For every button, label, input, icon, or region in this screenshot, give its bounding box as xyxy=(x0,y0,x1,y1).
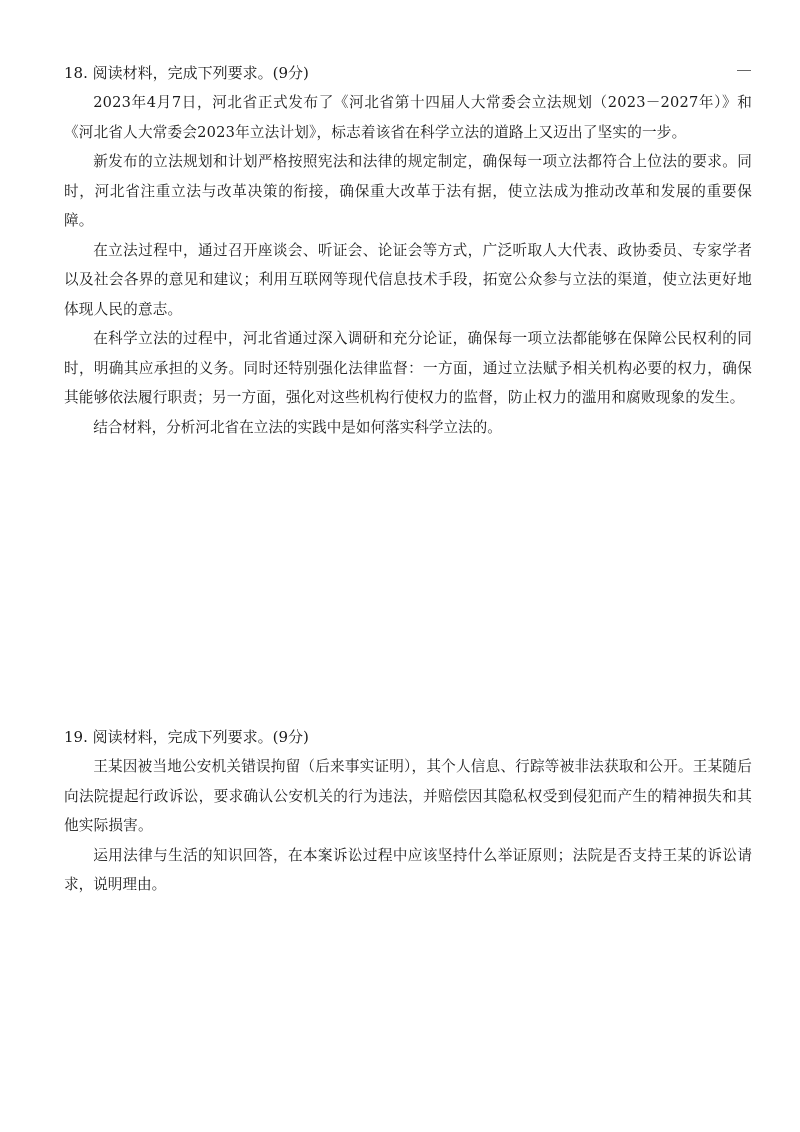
question-number: 19. xyxy=(64,728,88,746)
question-prompt: 结合材料，分析河北省在立法的实践中是如何落实科学立法的。 xyxy=(93,418,502,436)
question-number: 18. xyxy=(64,64,88,82)
question-18 xyxy=(64,58,752,442)
material-paragraph: 在科学立法的过程中，河北省通过深入调研和充分论证，确保每一项立法都能够在保障公民权利的同时，明确其应承担的义务。同时还特别强化法律监督：一方面，通过立法赋予相关机构必要的权力，确保其能够依法履行职责；另一方面，强化对这些机构行使权力的监督，防止权力的滥用和腐败现象的发生。 xyxy=(64,330,752,406)
material-paragraph: 王某因被当地公安机关错误拘留（后来事实证明），其个人信息、行踪等被非法获取和公开。王某随后向法院提起行政诉讼，要求确认公安机关的行为违法，并赔偿因其隐私权受到侵犯而产生的精神损失和其他实际损害。 xyxy=(64,758,752,834)
question-19-heading xyxy=(64,722,752,752)
question-18-heading xyxy=(64,58,752,88)
question-prompt: 运用法律与生活的知识回答，在本案诉讼过程中应该坚持什么举证原则；法院是否支持王某的诉讼请求，说明理由。 xyxy=(64,846,752,893)
material-paragraph: 在立法过程中，通过召开座谈会、听证会、论证会等方式，广泛听取人大代表、政协委员、专家学者以及社会各界的意见和建议；利用互联网等现代信息技术手段，拓宽公众参与立法的渠道，使立法更好地体现人民的意志。 xyxy=(64,241,752,318)
question-instruction: 阅读材料，完成下列要求。(9分) xyxy=(92,64,309,82)
material-paragraph: 新发布的立法规划和计划严格按照宪法和法律的规定制定，确保每一项立法都符合上位法的要求。同时，河北省注重立法与改革决策的衔接，确保重大改革于法有据，使立法成为推动改革和发展的重要保障。 xyxy=(64,153,752,229)
material-text xyxy=(64,752,752,900)
material-text xyxy=(64,88,752,442)
material-paragraph: 2023年4月7日，河北省正式发布了《河北省第十四届人大常委会立法规划（2023－2027年）》和《河北省人大常委会2023年立法计划》，标志着该省在科学立法的道路上又迈出了坚实的一步。 xyxy=(64,94,752,141)
question-19 xyxy=(64,722,752,900)
question-instruction: 阅读材料，完成下列要求。(9分) xyxy=(92,728,309,746)
